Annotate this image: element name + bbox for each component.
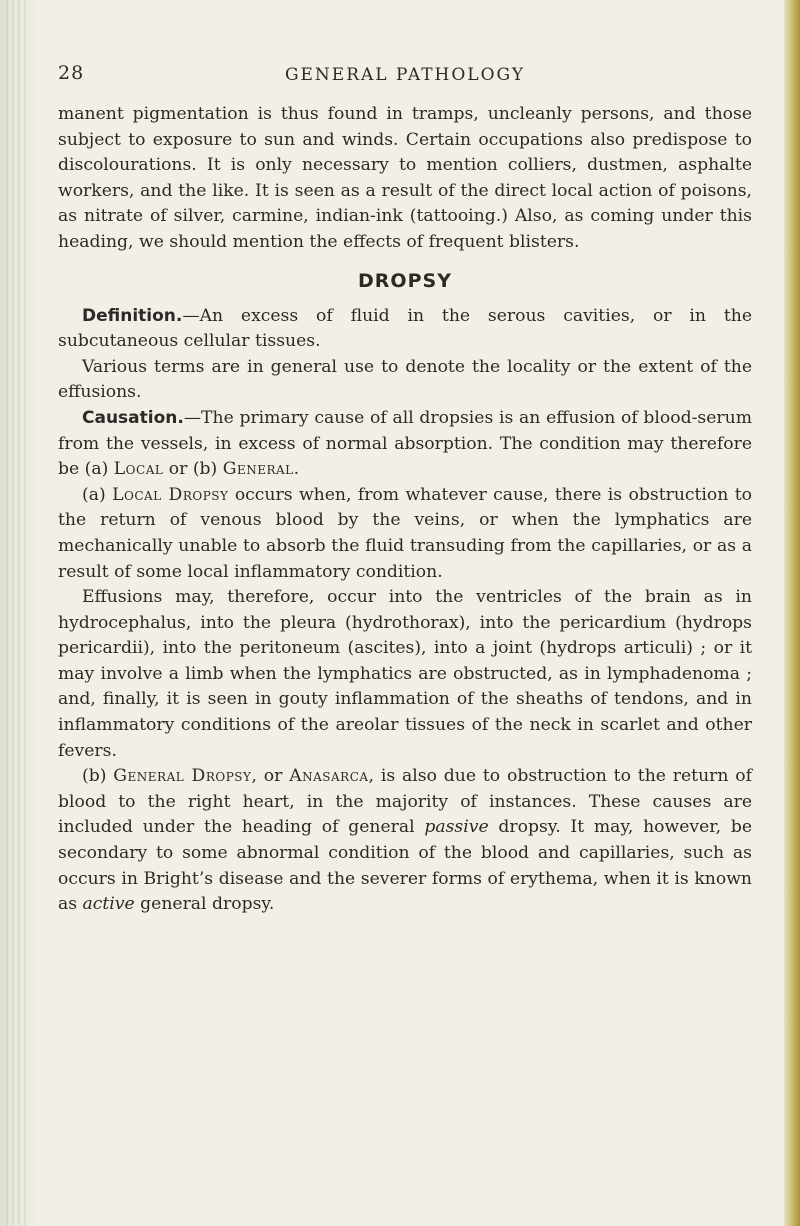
page-number: 28	[58, 62, 85, 84]
causation-a: (a)	[84, 459, 114, 480]
page-header	[58, 62, 752, 92]
page-edge	[784, 0, 800, 1226]
definition-text: —An excess of fluid in the serous cavities, or in the subcutaneous cellular tissues.	[58, 305, 752, 352]
causation-lead: Causation.	[82, 407, 184, 428]
terms-paragraph: Various terms are in general use to denote the locality or the extent of the effusions.	[58, 356, 752, 403]
local-dropsy-text: occurs when, from whatever cause, there is obstruction to the return of venous blood by the veins, or when the lymphatics are mechanically unable to absorb the fluid transuding from the capillaries, or as a result of some local inflammatory condition.	[58, 484, 753, 582]
causation-general: General	[222, 459, 294, 480]
causation-text: —The primary cause of all dropsies is an effusion of blood-serum from the vessels, in excess of normal absorption. The condition may therefore be	[58, 407, 752, 480]
general-dropsy-text3: general dropsy.	[134, 894, 275, 915]
general-dropsy-text: , is also due to obstruction to the return of blood to the right heart, in the majority of instances. These causes are included under the heading of general	[58, 766, 752, 838]
effusions-paragraph: Effusions may, therefore, occur into the ventricles of the brain as in hydrocephalus, into the pleura (hydrothorax), into the pericardium (hydrops pericardii), into the peritoneum (ascites), into a joint (hydrops articuli) ; or it may involve a limb when the lymphatics are obstructed, as in lymphadenoma ; and, finally, it is seen in gouty inflammation of the sheaths of tendons, and in inflammatory conditions of the areolar tissues of the neck in scarlet and other fevers.	[58, 587, 752, 761]
local-dropsy-term: Local Dropsy	[112, 484, 229, 505]
general-dropsy-marker: (b)	[82, 766, 114, 787]
definition-paragraph	[58, 304, 752, 355]
running-head: GENERAL PATHOLOGY	[284, 65, 526, 85]
book-gutter	[0, 0, 42, 1226]
general-dropsy-text2: dropsy. It may, however, be secondary to some abnormal condition of the blood and capillaries, such as occurs in Bright’s disease and the severer forms of erythema, when it is known as	[58, 817, 752, 915]
causation-or: or	[163, 459, 193, 480]
general-dropsy-or: , or	[251, 766, 290, 787]
local-dropsy-marker: (a)	[82, 484, 113, 505]
book-page	[58, 62, 752, 918]
active-term: active	[82, 894, 135, 915]
general-dropsy-term: General Dropsy	[113, 766, 252, 787]
passive-term: passive	[424, 817, 489, 838]
anasarca-term: Anasarca	[289, 766, 369, 787]
causation-paragraph	[58, 406, 752, 483]
definition-lead: Definition.	[82, 305, 183, 326]
section-title: DROPSY	[358, 269, 452, 292]
causation-end: .	[293, 459, 300, 480]
intro-paragraph: manent pigmentation is thus found in tramps, uncleanly persons, and those subject to exposure to sun and winds. Certain occupations also predispose to discolourations. It is only necessary to mention colliers, dustmen, asphalte workers, and the like. It is seen as a result of the direct local action of poisons, as nitrate of silver, carmine, indian-ink (tattooing.) Also, as coming under this heading, we should mention the effects of frequent blisters.	[58, 104, 752, 252]
causation-local: Local	[113, 459, 164, 480]
general-dropsy-paragraph	[58, 764, 752, 918]
causation-b: (b)	[192, 459, 223, 480]
local-dropsy-paragraph	[58, 483, 752, 585]
